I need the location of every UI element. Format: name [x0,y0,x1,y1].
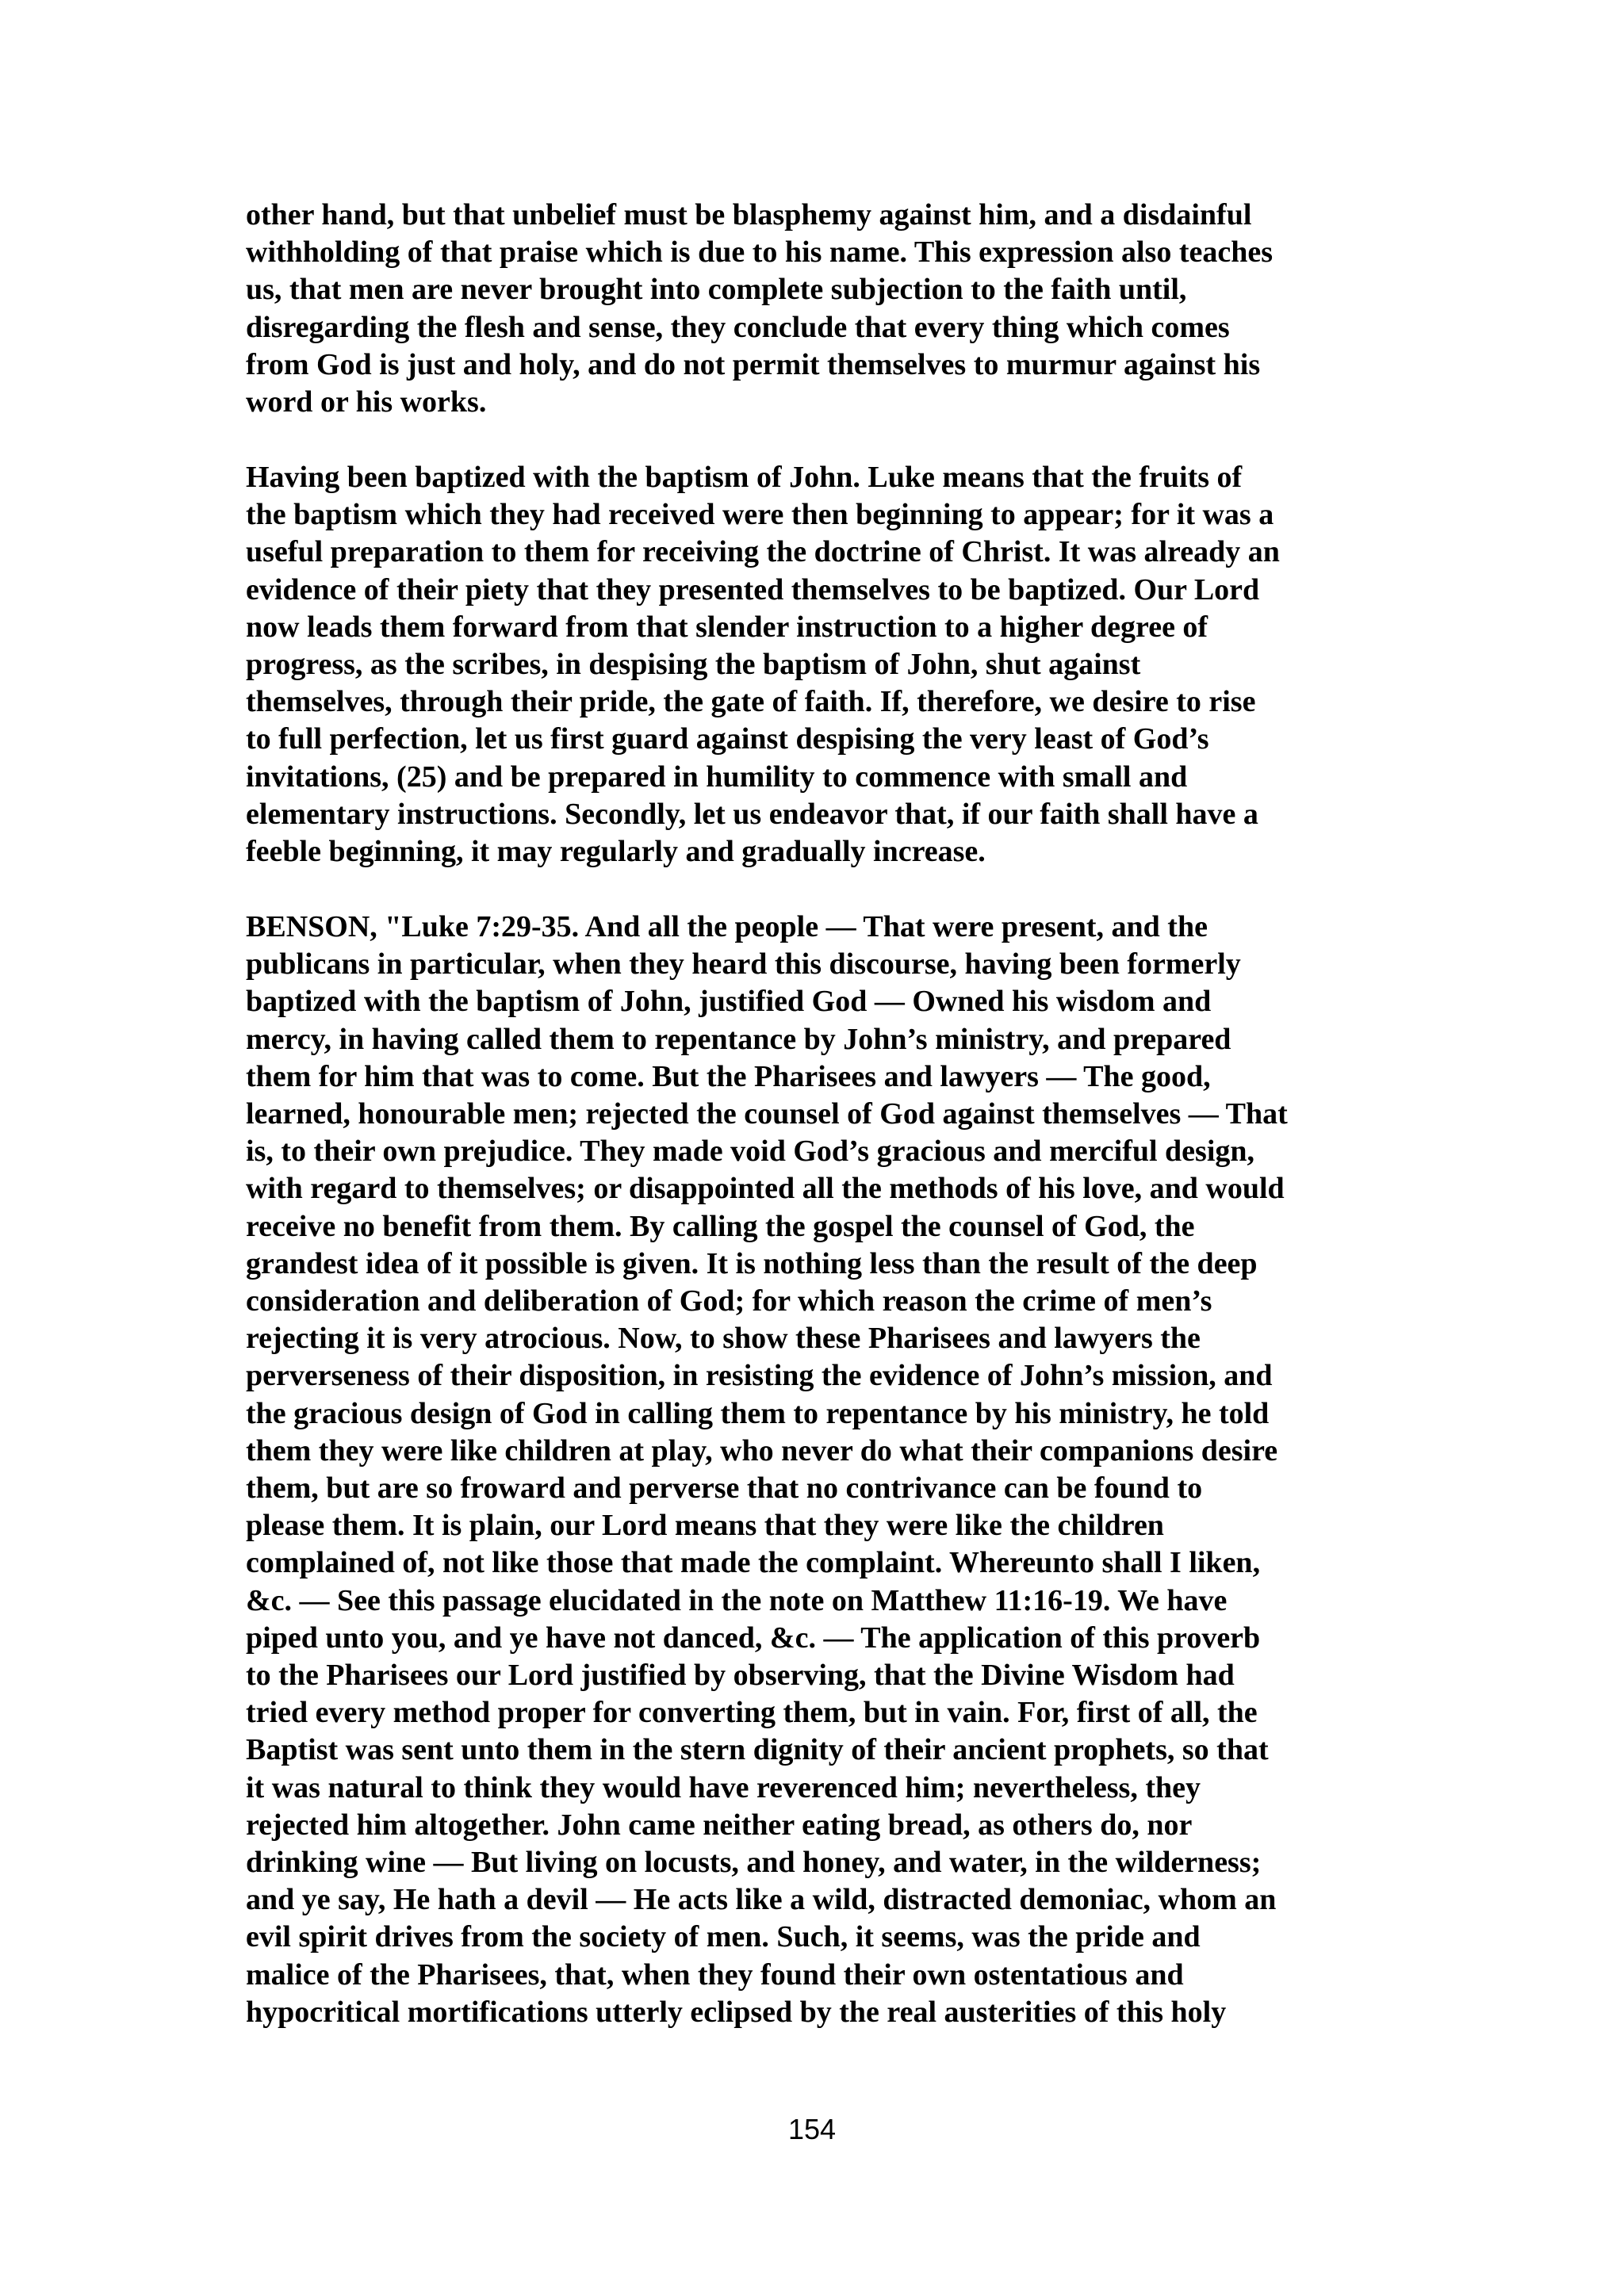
paragraph-baptism-of-john [246,459,1404,871]
text-line: the gracious design of God in calling them to repentance by his ministry, he told [246,1396,1270,1430]
page-number: 154 [787,2113,837,2145]
text-line: perverseness of their disposition, in resisting the evidence of John’s mission, and [246,1359,1273,1393]
text-line: receive no benefit from them. By calling the gospel the counsel of God, the [246,1209,1195,1243]
text-line: word or his works. [246,385,487,419]
text-line: with regard to themselves; or disappointed all the methods of his love, and would [246,1172,1285,1206]
text-line: Having been baptized with the baptism of John. Luke means that the fruits of [246,461,1243,494]
text-line: rejecting it is very atrocious. Now, to show these Pharisees and lawyers the [246,1322,1201,1356]
text-line: malice of the Pharisees, that, when they found their own ostentatious and [246,1957,1184,1992]
text-line: baptized with the baptism of John, justified God — Owned his wisdom and [246,985,1212,1019]
text-line: grandest idea of it possible is given. It is nothing less than the result of the deep [246,1246,1258,1280]
text-line: withholding of that praise which is due to his name. This expression also teaches [246,235,1273,270]
text-line: is, to their own prejudice. They made void God’s gracious and merciful design, [246,1135,1255,1169]
text-line: learned, honourable men; rejected the counsel of God against themselves — That [246,1097,1288,1131]
text-line: disregarding the flesh and sense, they conclude that every thing which comes [246,310,1230,344]
text-line: BENSON, "Luke 7:29-35. And all the people — That were present, and the [246,910,1208,943]
text-line: them, but are so froward and perverse that no contrivance can be found to [246,1471,1203,1506]
text-line: from God is just and holy, and do not permit themselves to murmur against his [246,347,1261,381]
text-line: hypocritical mortifications utterly eclipsed by the real austerities of this holy [246,1995,1227,2029]
text-line: mercy, in having called them to repentance by John’s ministry, and prepared [246,1022,1231,1056]
text-line: consideration and deliberation of God; for which reason the crime of men’s [246,1284,1212,1318]
text-line: now leads them forward from that slender instruction to a higher degree of [246,610,1208,644]
text-line: to full perfection, let us first guard against despising the very least of God’s [246,722,1209,756]
text-line: complained of, not like those that made the complaint. Whereunto shall I liken, [246,1546,1261,1580]
text-line: please them. It is plain, our Lord means that they were like the children [246,1509,1164,1543]
paragraph-unbelief [246,197,1404,421]
text-line: elementary instructions. Secondly, let us endeavor that, if our faith shall have a [246,797,1258,831]
text-line: the baptism which they had received were then beginning to appear; for it was a [246,498,1274,532]
text-line: Baptist was sent unto them in the stern dignity of their ancient prophets, so that [246,1733,1269,1767]
text-line: other hand, but that unbelief must be blasphemy against him, and a disdainful [246,198,1252,232]
text-line: themselves, through their pride, the gate of faith. If, therefore, we desire to rise [246,685,1256,719]
text-line: invitations, (25) and be prepared in humility to commence with small and [246,760,1188,794]
text-line: progress, as the scribes, in despising the baptism of John, shut against [246,648,1141,682]
text-line: feeble beginning, it may regularly and gradually increase. [246,835,986,869]
text-line: us, that men are never brought into complete subjection to the faith until, [246,273,1187,307]
text-line: rejected him altogether. John came neither eating bread, as others do, nor [246,1808,1193,1842]
text-line: &c. — See this passage elucidated in the note on Matthew 11:16-19. We have [246,1583,1228,1617]
text-line: them for him that was to come. But the Pharisees and lawyers — The good, [246,1059,1211,1093]
text-line: it was natural to think they would have reverenced him; nevertheless, they [246,1770,1201,1804]
text-line: drinking wine — But living on locusts, and honey, and water, in the wilderness; [246,1846,1262,1880]
text-line: evidence of their piety that they presented themselves to be baptized. Our Lord [246,572,1260,607]
text-line: useful preparation to them for receiving the doctrine of Christ. It was already an [246,535,1280,569]
text-line: piped unto you, and ye have not danced, &c. — The application of this proverb [246,1621,1261,1655]
text-line: tried every method proper for converting them, but in vain. For, first of all, the [246,1696,1258,1730]
text-line: evil spirit drives from the society of men. Such, it seems, was the pride and [246,1920,1201,1954]
paragraph-benson-commentary [246,909,1404,2031]
text-line: publicans in particular, when they heard this discourse, having been formerly [246,947,1241,982]
text-line: and ye say, He hath a devil — He acts like a wild, distracted demoniac, whom an [246,1883,1277,1917]
text-line: to the Pharisees our Lord justified by observing, that the Divine Wisdom had [246,1659,1235,1693]
text-line: them they were like children at play, who never do what their companions desire [246,1433,1278,1468]
